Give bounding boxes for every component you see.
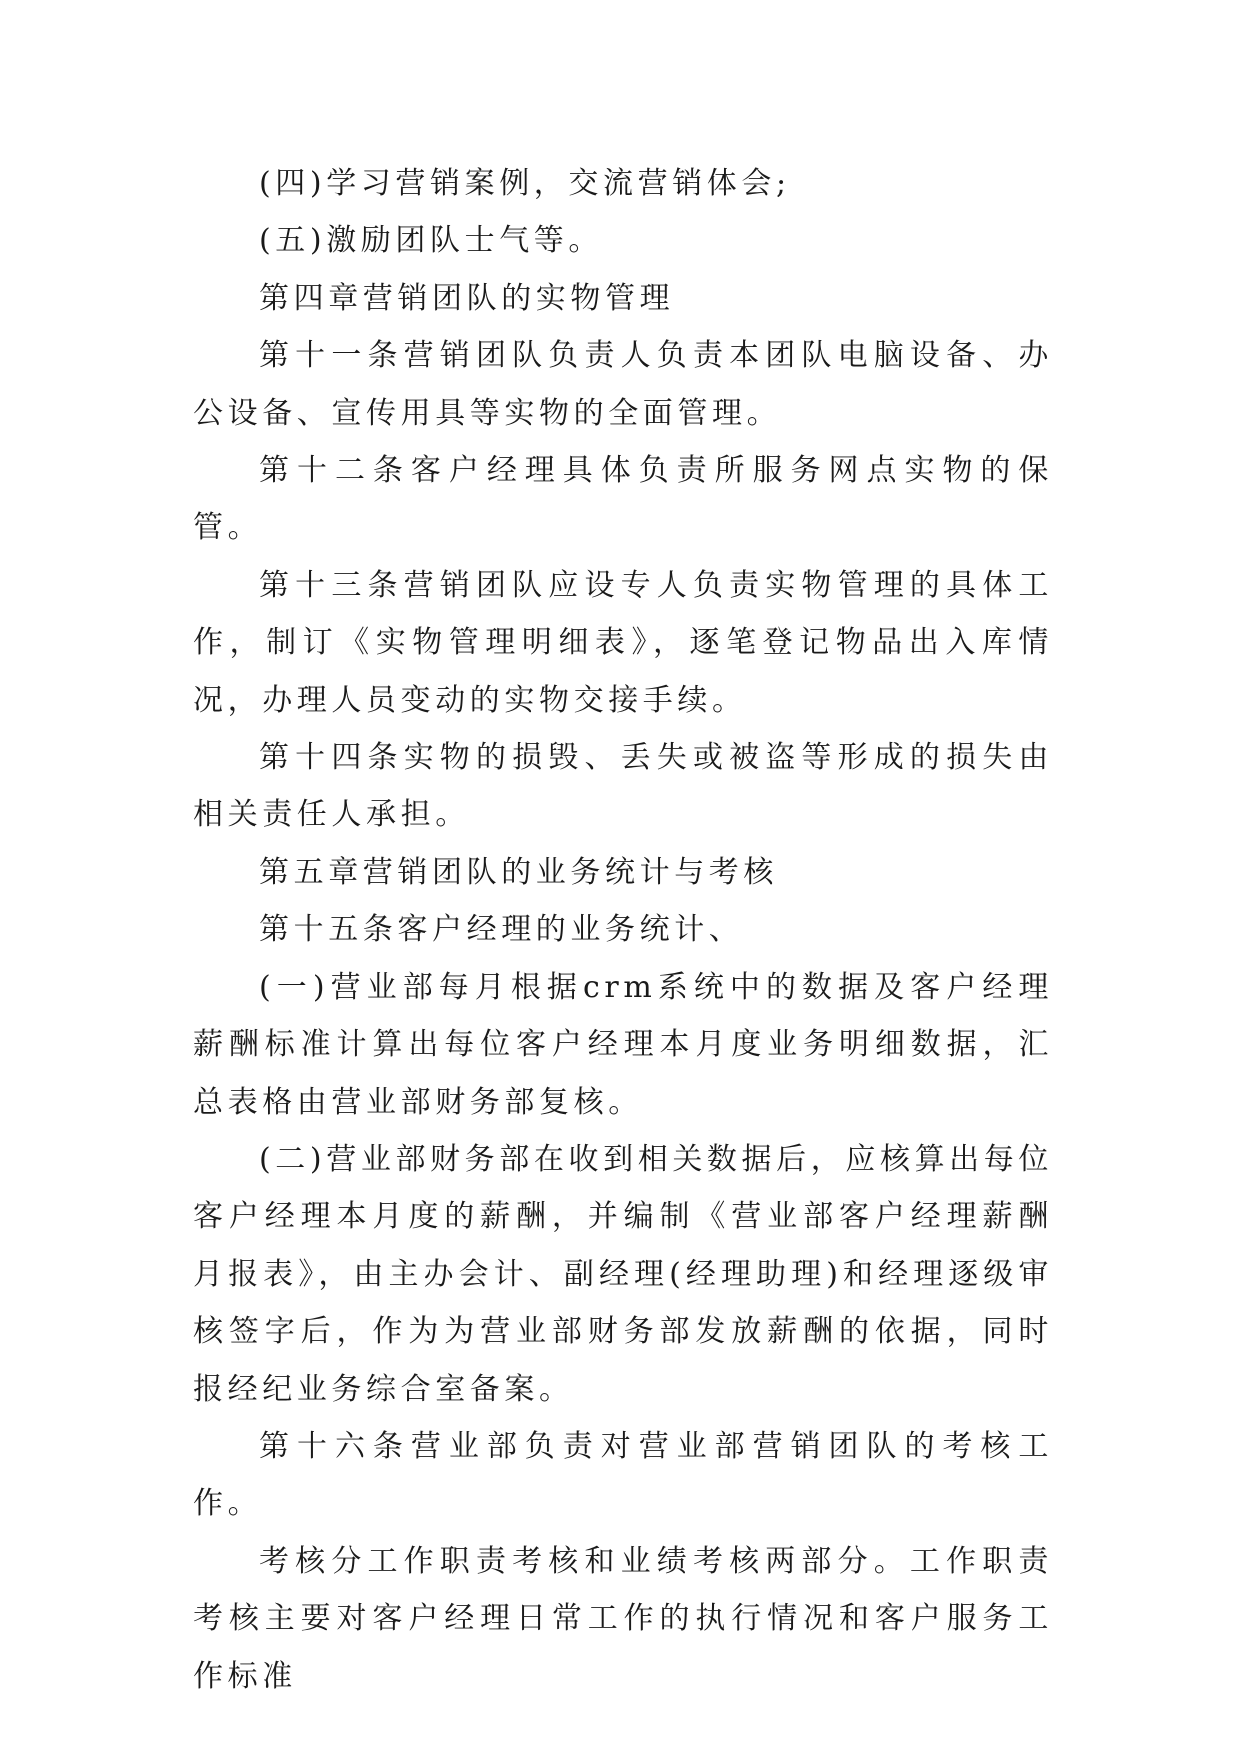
chapter-4-heading: 第四章营销团队的实物管理 [259, 280, 675, 316]
article-16-detail: 考核分工作职责考核和业绩考核两部分。工作职责考核主要对客户经理日常工作的执行情况和客户服务工作标准 [193, 1543, 1053, 1694]
article-11: 第十一条营销团队负责人负责本团队电脑设备、办公设备、宣传用具等实物的全面管理。 [193, 338, 1053, 431]
paragraph-item-5: (五)激励团队士气等。 [259, 223, 604, 259]
paragraph-item-4: (四)学习营销案例，交流营销体会; [259, 166, 791, 201]
article-12: 第十二条客户经理具体负责所服务网点实物的保管。 [193, 453, 1053, 546]
article-13: 第十三条营销团队应设专人负责实物管理的具体工作，制订《实物管理明细表》，逐笔登记物品出入库情况，办理人员变动的实物交接手续。 [193, 567, 1053, 718]
document-body [193, 155, 1053, 1705]
chapter-5-heading: 第五章营销团队的业务统计与考核 [259, 854, 778, 890]
article-15: 第十五条客户经理的业务统计、 [259, 912, 744, 948]
article-16: 第十六条营业部负责对营业部营销团队的考核工作。 [193, 1428, 1053, 1522]
article-14: 第十四条实物的损毁、丢失或被盗等形成的损失由相关责任人承担。 [193, 740, 1053, 833]
article-15-item-1: (一)营业部每月根据crm系统中的数据及客户经理薪酬标准计算出每位客户经理本月度业务明细数据，汇总表格由营业部财务部复核。 [193, 969, 1053, 1120]
article-15-item-2: (二)营业部财务部在收到相关数据后，应核算出每位客户经理本月度的薪酬，并编制《营业部客户经理薪酬月报表》，由主办会计、副经理(经理助理)和经理逐级审核签字后，作为为营业部财务部发放薪酬的依据，同时报经纪业务综合室备案。 [193, 1141, 1053, 1407]
